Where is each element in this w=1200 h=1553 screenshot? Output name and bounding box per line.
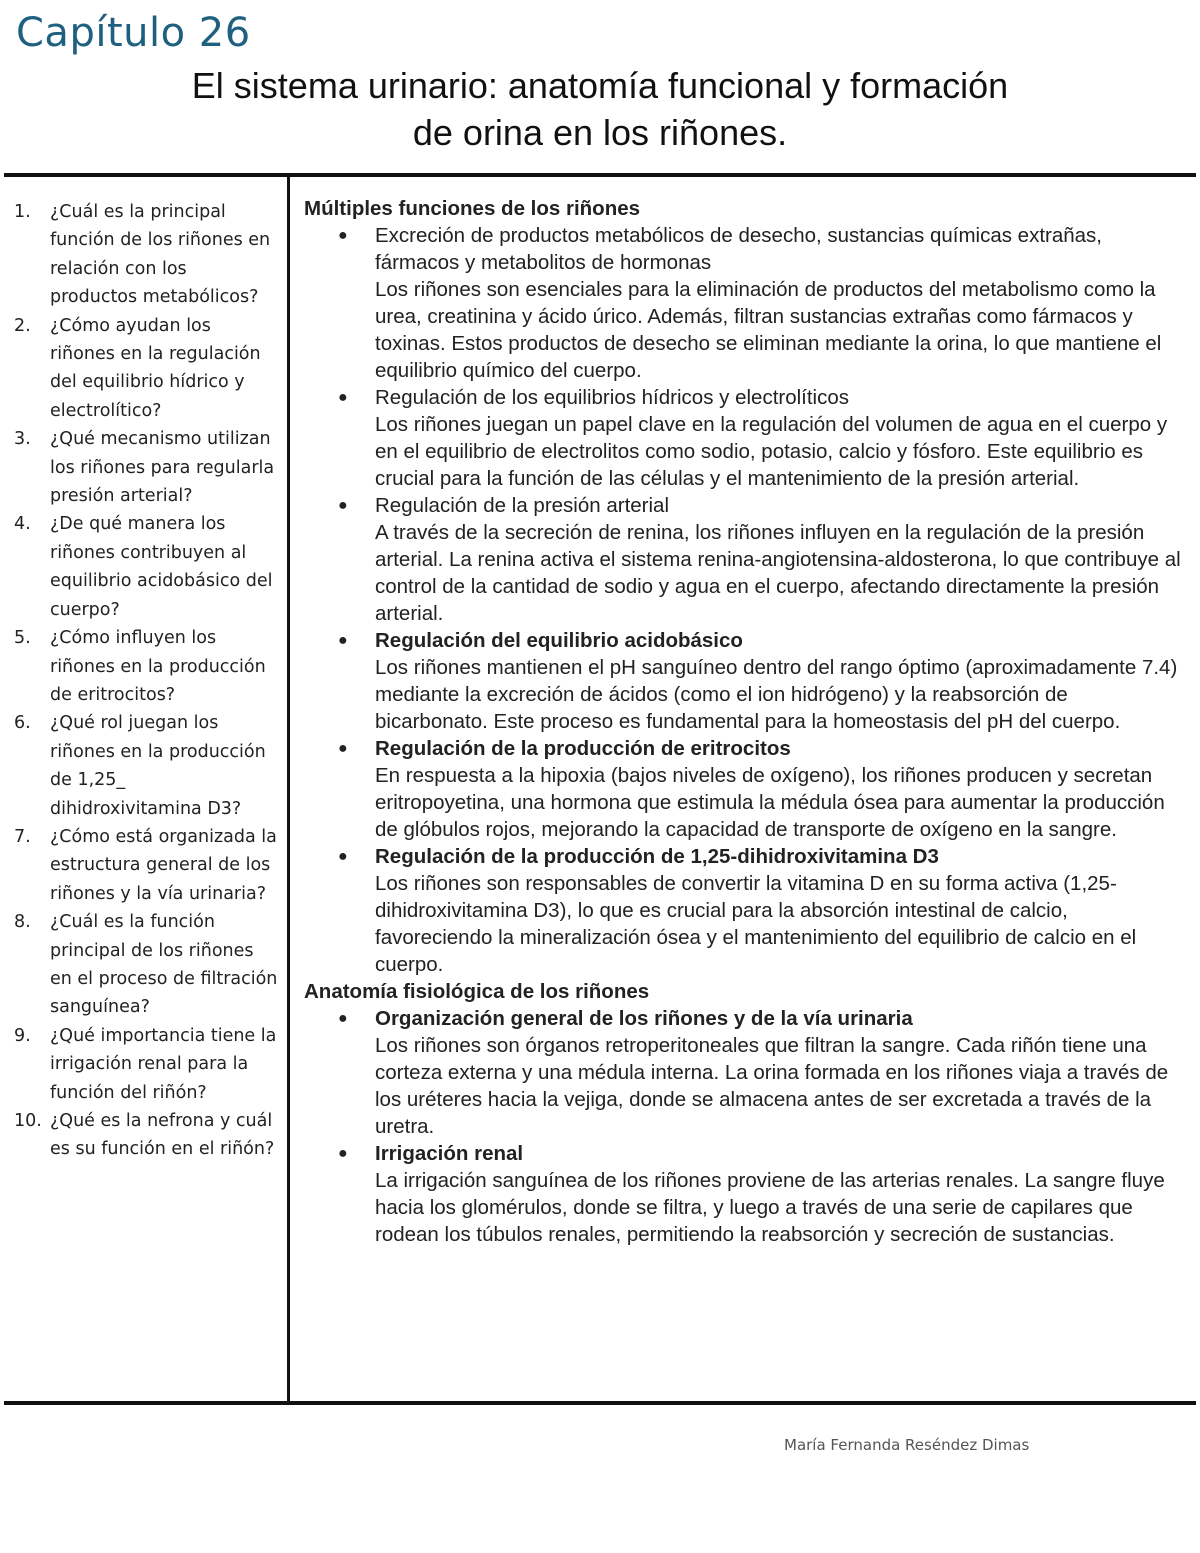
question-number: 9. xyxy=(14,1025,31,1046)
function-title: Regulación de los equilibrios hídricos y electrolíticos xyxy=(375,386,850,409)
function-item xyxy=(304,735,1184,843)
subtitle-line-2: de orina en los riñones. xyxy=(412,112,788,153)
section-heading-anatomy: Anatomía fisiológica de los riñones xyxy=(304,980,650,1003)
function-body: A través de la secreción de renina, los riñones influyen en la regulación de la presión arterial. La renina activa el sistema renina-angiotensina-aldosterona, lo que contribuye al control de la cantidad de sodio y agua en el cuerpo, afectando directamente la presión arterial. xyxy=(375,521,1181,625)
document-subtitle xyxy=(0,62,1200,156)
question-text: ¿Cómo ayudan los riñones en la regulación del equilibrio hídrico y electrolítico? xyxy=(50,315,261,421)
question-item xyxy=(14,510,278,624)
question-number: 10. xyxy=(14,1111,42,1131)
anatomy-item xyxy=(304,1140,1184,1248)
bullet-icon: ● xyxy=(338,1010,348,1027)
question-number: 5. xyxy=(14,628,31,649)
question-text: ¿De qué manera los riñones contribuyen al equilibrio acidobásico del cuerpo? xyxy=(50,514,273,620)
anatomy-title: Irrigación renal xyxy=(375,1142,524,1165)
function-title: Regulación del equilibrio acidobásico xyxy=(375,629,743,652)
question-text: ¿Qué importancia tiene la irrigación renal para la función del riñón? xyxy=(50,1025,277,1103)
author-name: María Fernanda Reséndez Dimas xyxy=(784,1436,1030,1454)
bottom-divider xyxy=(4,1401,1196,1405)
function-body: Los riñones mantienen el pH sanguíneo dentro del rango óptimo (aproximadamente 7.4) mediante la excreción de ácidos (como el ion hidrógeno) y la reabsorción de bicarbonato. Este proceso es fundamental para la homeostasis del pH del cuerpo. xyxy=(375,656,1178,733)
chapter-title: Capítulo 26 xyxy=(16,10,251,56)
question-item xyxy=(14,198,278,312)
bullet-icon: ● xyxy=(338,632,348,649)
function-body: Los riñones son esenciales para la eliminación de productos del metabolismo como la urea, creatinina y ácido úrico. Además, filtran sustancias extrañas como fármacos y toxinas. Estos productos de desecho se eliminan mediante la orina, lo que mantiene el equilibrio químico del cuerpo. xyxy=(375,278,1162,382)
question-number: 2. xyxy=(14,315,31,336)
subtitle-line-1: El sistema urinario: anatomía funcional y formación xyxy=(191,65,1009,106)
bullet-icon: ● xyxy=(338,389,348,406)
question-number: 8. xyxy=(14,912,31,933)
function-body: Los riñones juegan un papel clave en la regulación del volumen de agua en el cuerpo y en el equilibrio de electrolitos como sodio, potasio, calcio y fósforo. Este equilibrio es crucial para la función de las células y el mantenimiento de la presión arterial. xyxy=(375,413,1168,490)
bullet-icon: ● xyxy=(338,848,348,865)
function-title: Regulación de la presión arterial xyxy=(375,494,670,517)
bullet-icon: ● xyxy=(338,740,348,757)
function-item xyxy=(304,843,1184,978)
section-heading-functions: Múltiples funciones de los riñones xyxy=(304,197,641,220)
question-text: ¿Cómo está organizada la estructura general de los riñones y la vía urinaria? xyxy=(50,826,277,904)
question-item xyxy=(14,312,278,426)
function-item xyxy=(304,222,1184,384)
question-item xyxy=(14,823,278,908)
question-item xyxy=(14,1022,278,1107)
function-item xyxy=(304,492,1184,627)
function-body: Los riñones son responsables de convertir la vitamina D en su forma activa (1,25-dihidroxivitamina D3), lo que es crucial para la absorción intestinal de calcio, favoreciendo la mineralización ósea y el mantenimiento del equilibrio de calcio en el cuerpo. xyxy=(375,872,1137,976)
question-list xyxy=(14,198,278,1164)
anatomy-item xyxy=(304,1005,1184,1140)
bullet-icon: ● xyxy=(338,1145,348,1162)
question-item xyxy=(14,908,278,1022)
question-text: ¿Cuál es la función principal de los riñones en el proceso de filtración sanguínea? xyxy=(50,912,278,1018)
question-number: 4. xyxy=(14,514,31,535)
function-item xyxy=(304,384,1184,492)
anatomy-body: La irrigación sanguínea de los riñones proviene de las arterias renales. La sangre fluye hacia los glomérulos, donde se filtra, y luego a través de una serie de capilares que rodean los túbulos renales, permitiendo la reabsorción y secreción de sustancias. xyxy=(375,1169,1165,1246)
question-number: 1. xyxy=(14,202,31,222)
function-item xyxy=(304,627,1184,735)
question-number: 6. xyxy=(14,713,31,734)
top-divider xyxy=(4,173,1196,177)
question-text: ¿Qué mecanismo utilizan los riñones para regularla presión arterial? xyxy=(50,429,275,507)
function-title: Excreción de productos metabólicos de desecho, sustancias químicas extrañas, fármacos y metabolitos de hormonas xyxy=(375,224,1102,274)
function-body: En respuesta a la hipoxia (bajos niveles de oxígeno), los riñones producen y secretan eritropoyetina, una hormona que estimula la médula ósea para aumentar la producción de glóbulos rojos, mejorando la capacidad de transporte de oxígeno en la sangre. xyxy=(375,764,1165,841)
function-title: Regulación de la producción de eritrocitos xyxy=(375,737,791,760)
column-divider xyxy=(287,173,290,1404)
question-item xyxy=(14,709,278,823)
question-text: ¿Qué rol juegan los riñones en la producción de 1,25_ dihidroxivitamina D3? xyxy=(50,713,266,819)
anatomy-title: Organización general de los riñones y de la vía urinaria xyxy=(375,1007,913,1030)
function-title: Regulación de la producción de 1,25-dihidroxivitamina D3 xyxy=(375,845,939,868)
question-text: ¿Qué es la nefrona y cuál es su función en el riñón? xyxy=(50,1111,275,1160)
question-item xyxy=(14,624,278,709)
question-item xyxy=(14,425,278,510)
notes-column xyxy=(304,195,1184,1248)
question-text: ¿Cómo influyen los riñones en la producción de eritrocitos? xyxy=(50,628,266,705)
bullet-icon: ● xyxy=(338,497,348,514)
question-item xyxy=(14,1107,278,1164)
question-number: 7. xyxy=(14,826,31,847)
anatomy-body: Los riñones son órganos retroperitoneales que filtran la sangre. Cada riñón tiene una corteza externa y una médula interna. La orina formada en los riñones viaja a través de los uréteres hacia la vejiga, donde se almacena antes de ser excretada a través de la uretra. xyxy=(375,1034,1169,1138)
question-number: 3. xyxy=(14,429,31,450)
bullet-icon: ● xyxy=(338,227,348,244)
question-text: ¿Cuál es la principal función de los riñones en relación con los productos metabólicos? xyxy=(50,202,271,308)
